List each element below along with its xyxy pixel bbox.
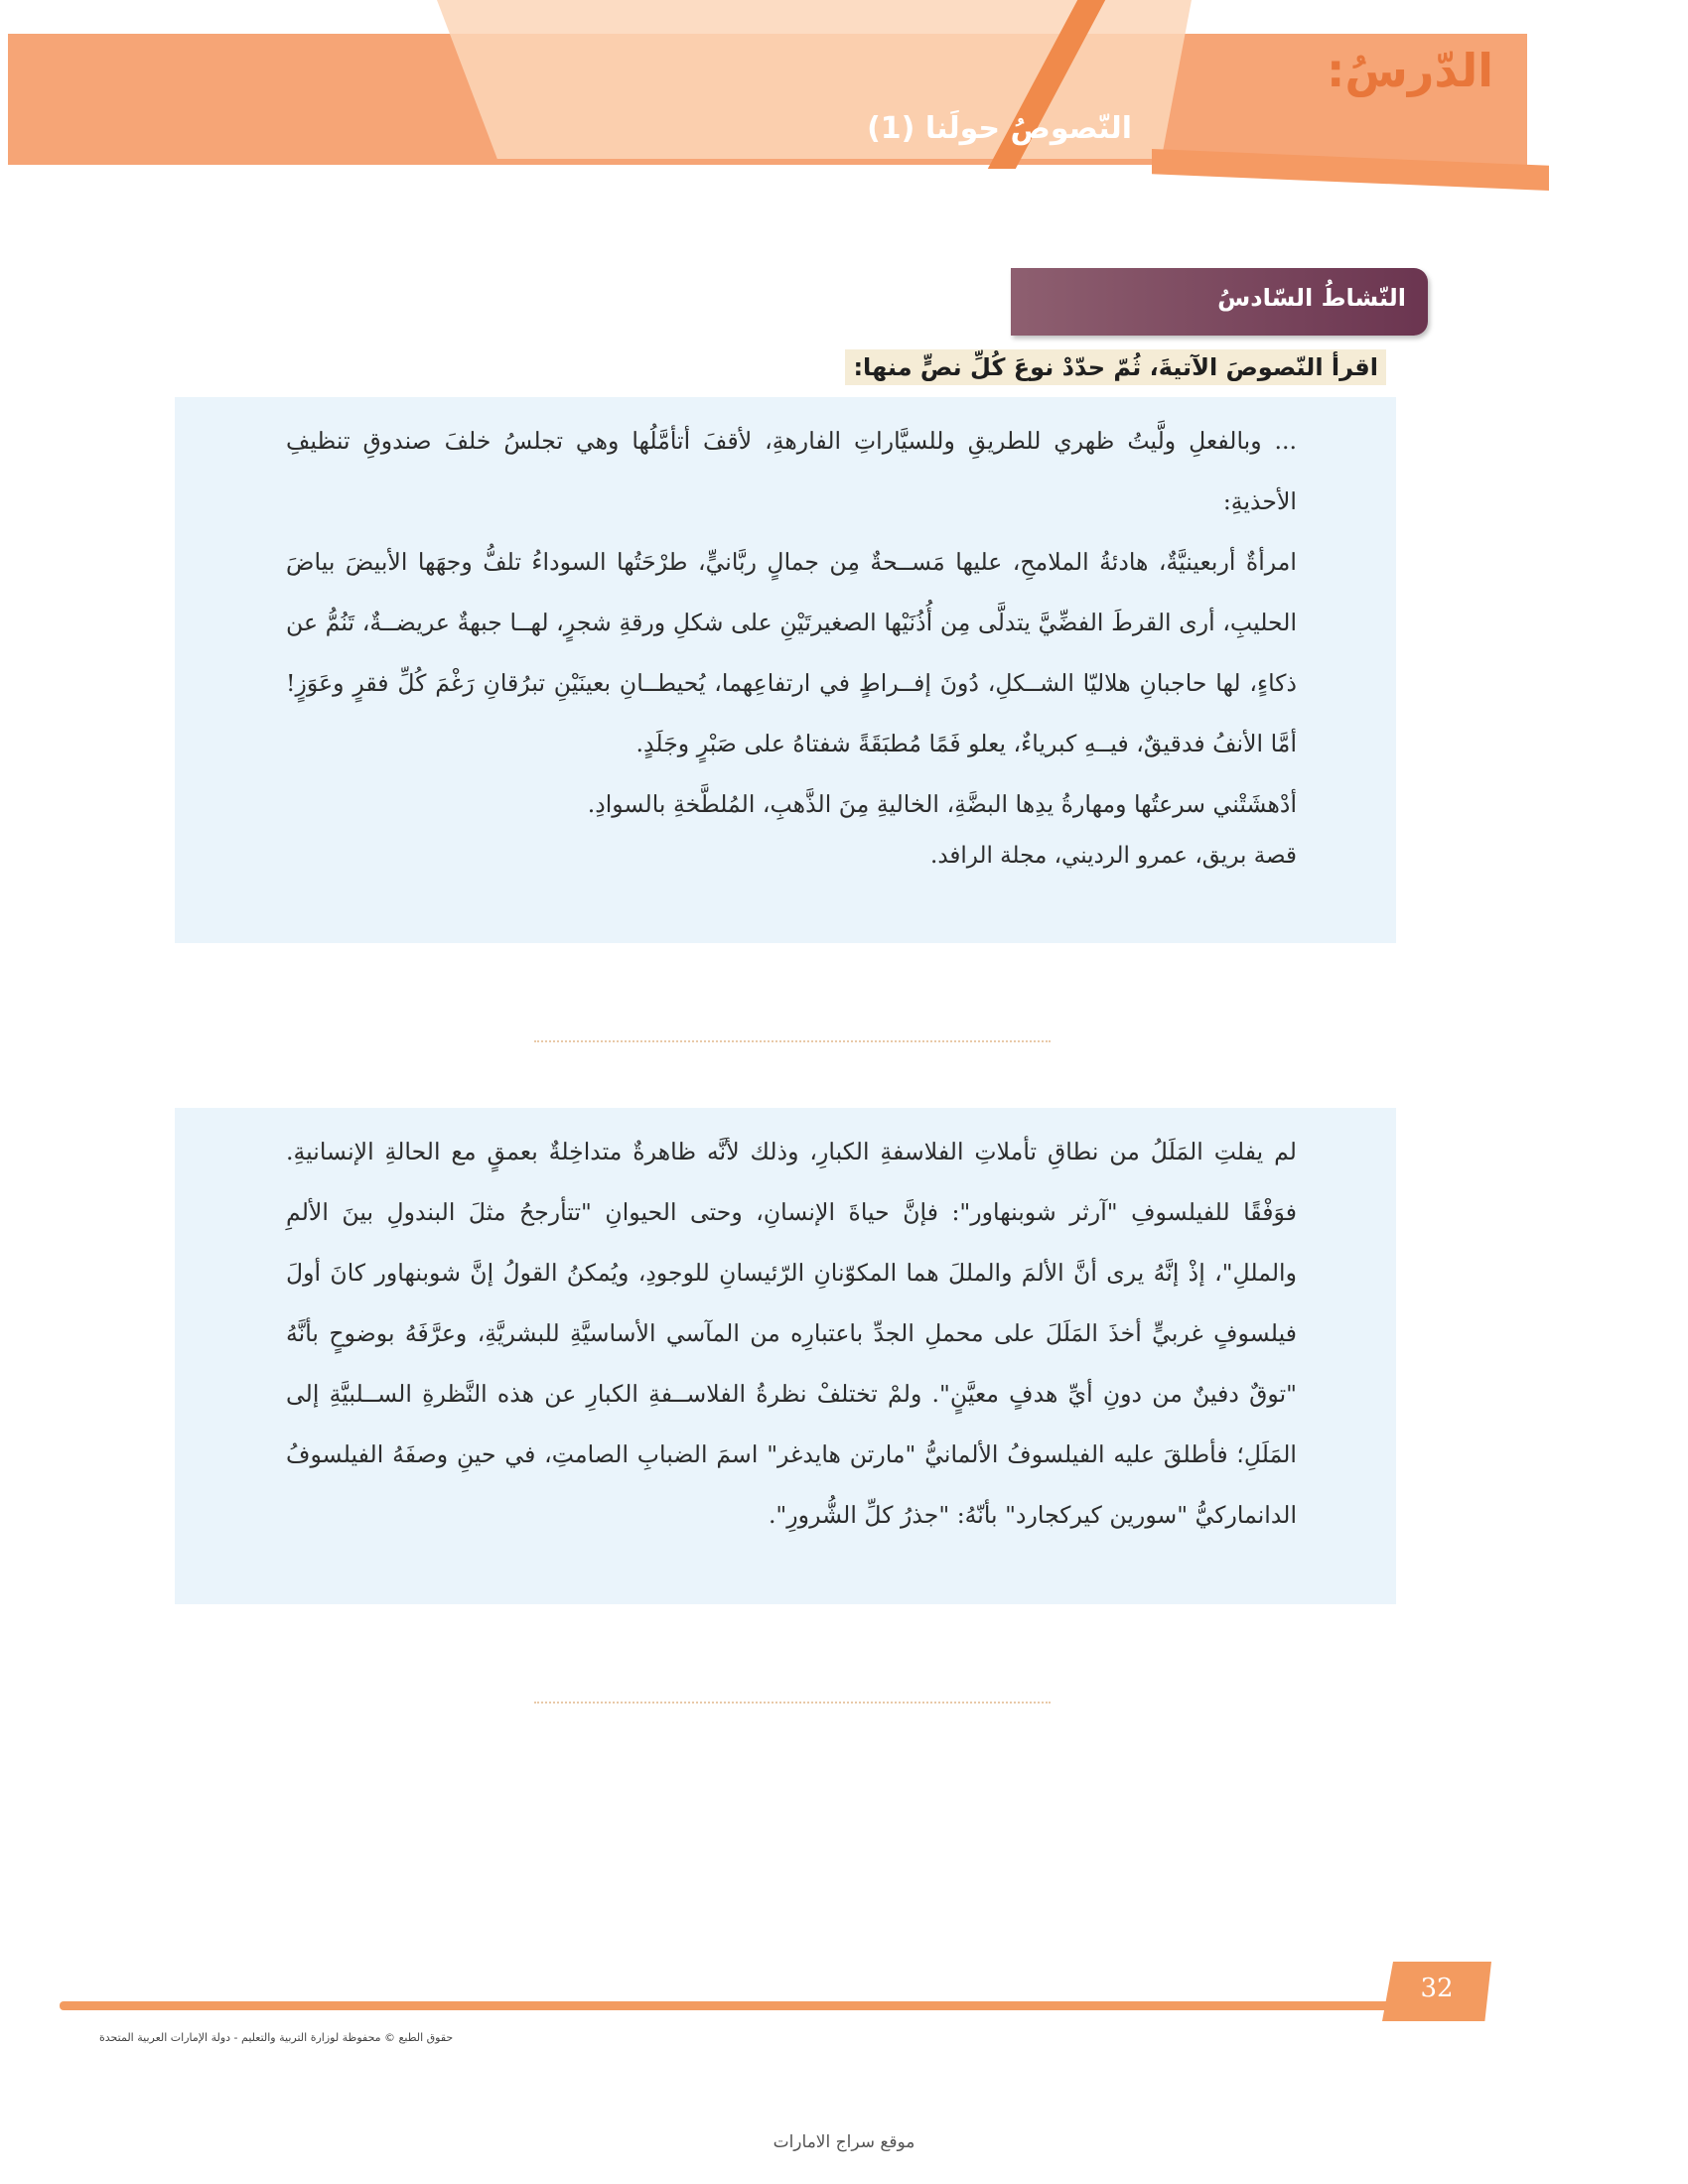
text1-source: قصة بريق، عمرو الرديني، مجلة الرافد.	[930, 843, 1297, 869]
activity-tab-label: النّشاطُ السّادسُ	[1217, 284, 1406, 312]
page-number: 32	[1420, 1974, 1454, 2003]
text-box-2	[175, 1108, 1396, 1604]
copyright-notice: حقوق الطبع © محفوظة لوزارة التربية والتعليم - دولة الإمارات العربية المتحدة	[99, 2031, 454, 2044]
text2-paragraph-1: لم يفلتِ المَلَلُ من نطاقِ تأملاتِ الفلاسفةِ الكبارِ، وذلك لأنَّه ظاهرةٌ متداخِلةٌ بعمقٍ مع الحالةِ الإنسانيةِ. فوَفْقًا للفيلسوفِ "آرثر شوبنهاور": فإنَّ حياةَ الإنسانِ، وحتى الحيوانِ "تتأرجحُ مثلَ البندولِ بينَ الألمِ والمللِ"، إذْ إنَّهُ يرى أنَّ الألمَ والمللَ هما المكوّنانِ الرّئيسانِ للوجودِ، ويُمكنُ القولُ إنَّ شوبنهاور كانَ أولَ فيلسوفٍ غربيٍّ أخذَ المَلَلَ على محملِ الجدِّ باعتبارِه من المآسي الأساسيَّةِ للبشريَّةِ، وعرَّفَهُ بوضوحٍ بأنَّهُ "توقٌ دفينٌ من دونِ أيِّ هدفٍ معيَّنٍ". ولمْ تختلفْ نظرةُ الفلاســفةِ الكبارِ عن هذه النَّظرةِ الســلبيَّةِ إلى المَلَلِ؛ فأطلقَ عليه الفيلسوفُ الألمانيُّ "مارتن هايدغر" اسمَ الضبابِ الصامتِ، في حينِ وصفَهُ الفيلسوفُ الدانماركيُّ "سورين كيركجارد" بأنّهُ: "جذرُ كلِّ الشُّرورِ".	[286, 1138, 1297, 1529]
text-box-1	[175, 397, 1396, 943]
activity-tab	[1011, 268, 1428, 336]
divider	[534, 1702, 1051, 1704]
site-footer: موقع سراج الامارات	[773, 2132, 915, 2152]
text1-paragraph-1: ... وبالفعلِ ولَّيتُ ظهري للطريقِ وللسيَّاراتِ الفارهةِ، لأقفَ أتأمَّلُها وهي تجلسُ خلفَ صندوقِ تنظيفِ الأحذيةِ:	[286, 427, 1297, 515]
lesson-subtitle: النّصوصُ حولَنا (1)	[867, 111, 1132, 146]
lesson-label: الدّرسُ:	[1327, 44, 1493, 97]
text1-paragraph-3: أدْهشَتْني سرعتُها ومهارةُ يدِها البضَّةِ، الخاليةِ مِنَ الذَّهبِ، المُلطَّخةِ بالسوادِ.	[587, 790, 1297, 818]
activity-instruction: اقرأ النّصوصَ الآتيةَ، ثُمّ حدّدْ نوعَ كُلِّ نصٍّ منها:	[845, 349, 1386, 385]
footer-line	[60, 2001, 1390, 2010]
text1-paragraph-2: امرأةٌ أربعينيَّةٌ، هادئةُ الملامحِ، عليها مَســحةٌ مِن جمالٍ ربَّانيٍّ، طرْحَتُها السوداءُ تلفُّ وجهَها الأبيضَ بياضَ الحليبِ، أرى القرطَ الفضِّيَّ يتدلَّى مِن أُذُنَيْها الصغيرتَيْنِ على شكلِ ورقةِ شجرٍ، لهــا جبهةٌ عريضــةٌ، تَنُمُّ عن ذكاءٍ، لها حاجبانِ هلاليّا الشــكلِ، دُونَ إفــراطٍ في ارتفاعِهما، يُحيطــانِ بعينَيْنِ تبرُقانِ رَغْمَ كُلِّ فقرٍ وعَوَزٍ! أمَّا الأنفُ فدقيقٌ، فيــهِ كبرياءٌ، يعلو فَمًا مُطبَقَةً شفتاهُ على صَبْرٍ وجَلَدٍ.	[286, 548, 1297, 757]
divider	[534, 1040, 1051, 1042]
